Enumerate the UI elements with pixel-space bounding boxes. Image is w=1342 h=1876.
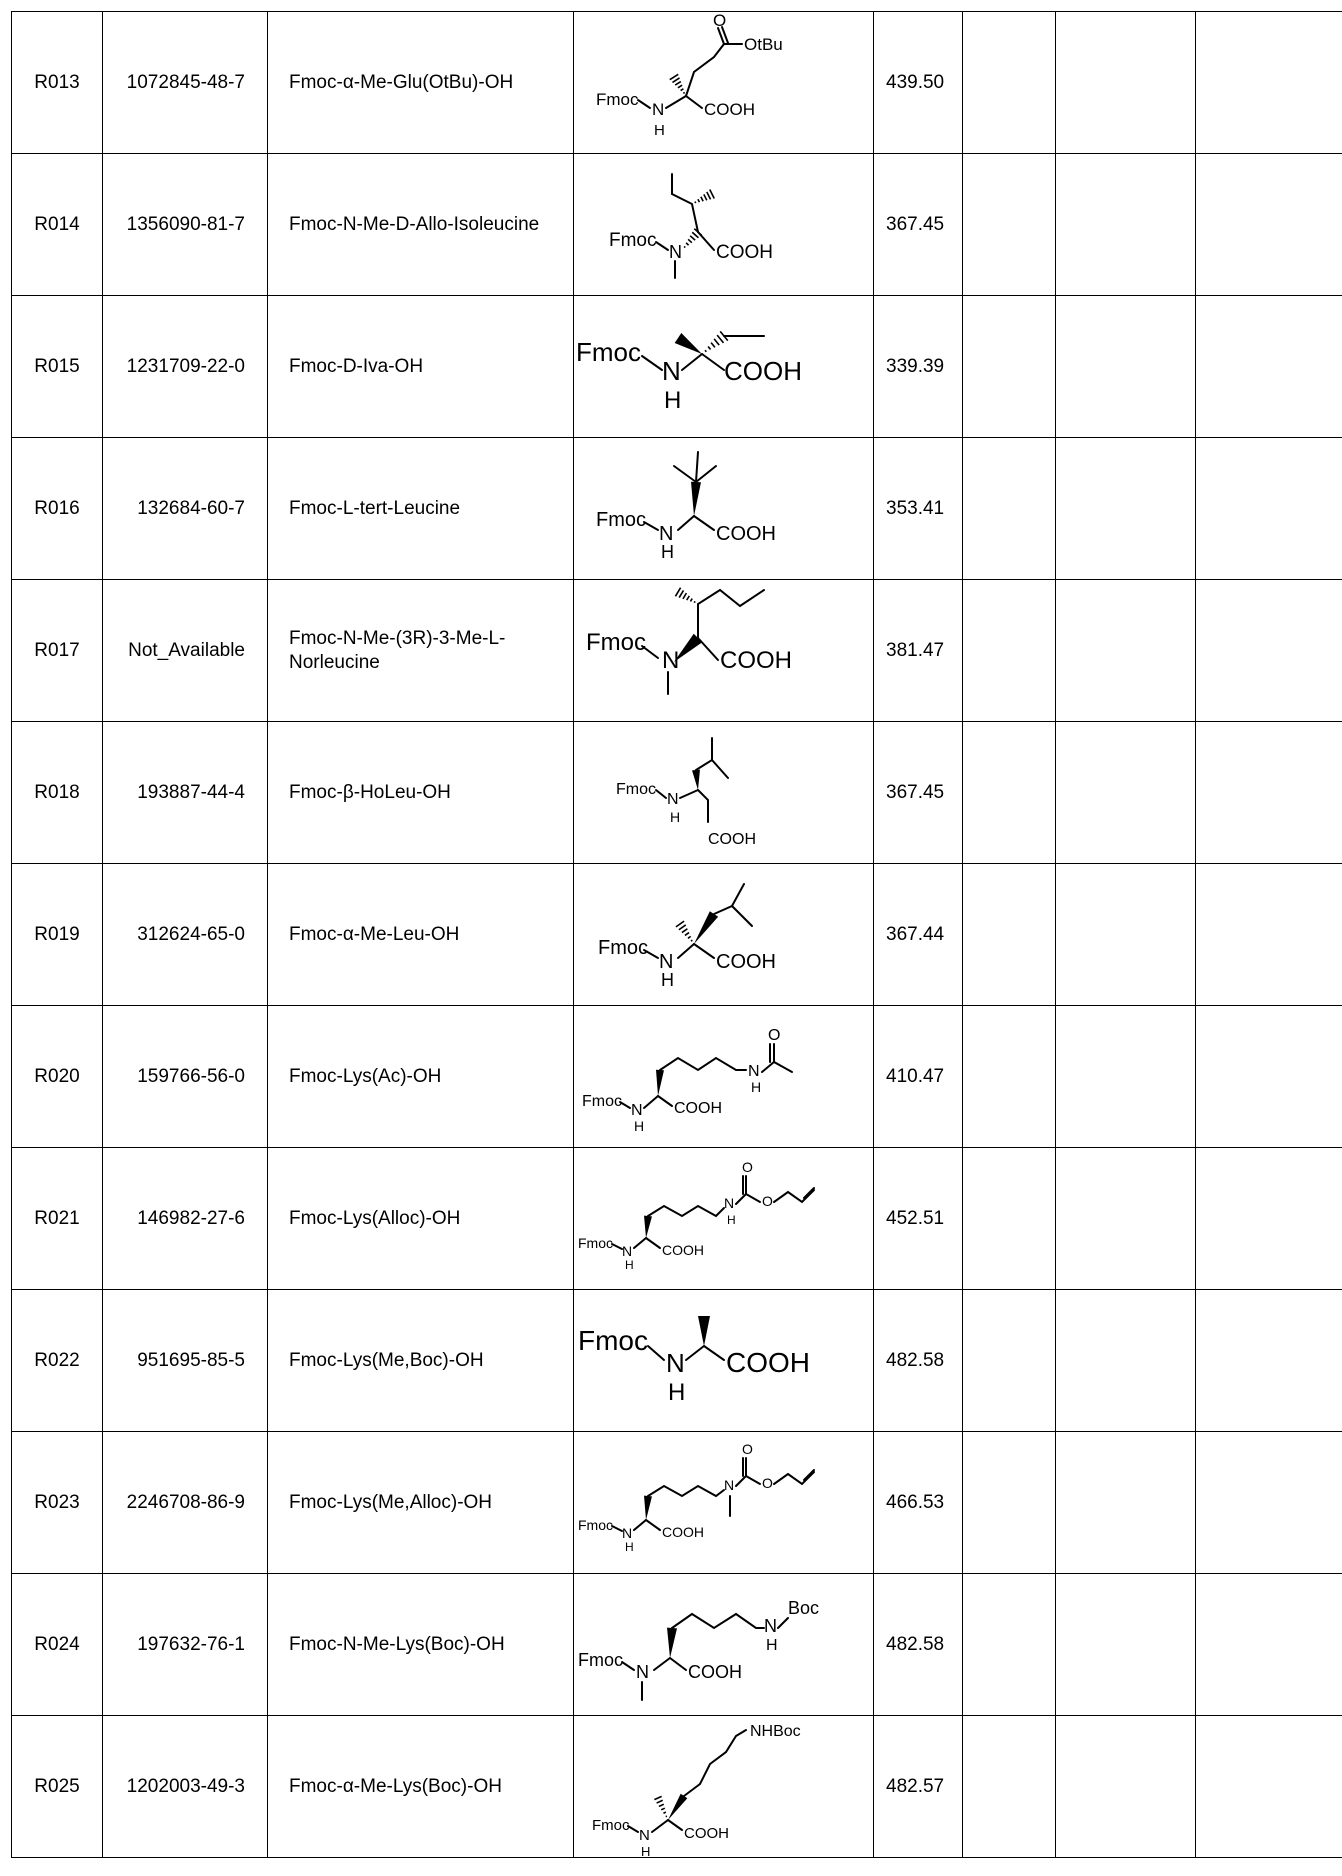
atom-label-fmoc: Fmoc [598,937,648,959]
atom-label-n: N [666,1348,685,1378]
fmoc-a-me-lys-boc-structure [574,1716,874,1857]
empty-cell [963,12,1056,154]
cas-number-cell: 1356090-81-7 [103,154,268,296]
atom-label-n: N [659,951,674,973]
cas-number-cell: 146982-27-6 [103,1148,268,1290]
empty-cell [1056,12,1196,154]
table-row [12,1006,1342,1148]
empty-cell [963,438,1056,580]
atom-label-fmoc: Fmoc [609,230,657,251]
cas-number-cell: 312624-65-0 [103,864,268,1006]
atom-label-o: O [768,1027,781,1044]
atom-label-boc: Boc [788,1598,820,1618]
product-name-cell: Fmoc-Lys(Ac)-OH [268,1006,574,1148]
atom-label-cooh: COOH [674,1100,722,1117]
product-id-cell: R022 [12,1290,103,1432]
empty-cell [1196,1290,1342,1432]
empty-cell [963,1290,1056,1432]
atom-label-cooh: COOH [716,523,776,545]
table-row [12,1148,1342,1290]
fmoc-lys-alloc-structure [574,1148,874,1289]
atom-label-fmoc: Fmoc [582,1093,622,1110]
atom-label-h: H [661,970,674,990]
structure-cell [574,1290,874,1432]
molecular-weight-cell: 367.45 [874,722,963,864]
molecular-weight-cell: 367.45 [874,154,963,296]
empty-cell [963,580,1056,722]
empty-cell [1056,722,1196,864]
empty-cell [1196,722,1342,864]
empty-cell [963,1148,1056,1290]
product-id-cell: R014 [12,154,103,296]
atom-label-n: N [667,791,679,808]
atom-label-n: N [631,1102,643,1119]
fmoc-d-iva-structure [574,296,874,437]
product-name-cell: Fmoc-D-Iva-OH [268,296,574,438]
empty-cell [1056,154,1196,296]
atom-label-n: N [659,523,674,545]
cas-number-cell: Not_Available [103,580,268,722]
empty-cell [963,1006,1056,1148]
atom-label-h: H [664,387,682,414]
table-row [12,1290,1342,1432]
cas-number-cell: 1202003-49-3 [103,1716,268,1858]
atom-label-cooh: COOH [704,100,755,119]
molecular-weight-cell: 466.53 [874,1432,963,1574]
product-id-cell: R013 [12,12,103,154]
product-name-cell: Fmoc-N-Me-(3R)-3-Me-L-Norleucine [268,580,574,722]
table-row [12,438,1342,580]
atom-label-fmoc: Fmoc [578,1235,613,1251]
fmoc-lys-ac-structure [574,1006,874,1147]
empty-cell [1196,1432,1342,1574]
empty-cell [1056,296,1196,438]
product-id-cell: R019 [12,864,103,1006]
atom-label-fmoc: Fmoc [576,337,641,367]
table-row [12,722,1342,864]
table-row [12,1716,1342,1858]
empty-cell [1196,154,1342,296]
molecular-weight-cell: 410.47 [874,1006,963,1148]
structure-cell [574,864,874,1006]
product-id-cell: R017 [12,580,103,722]
atom-label-cooh: COOH [720,647,792,674]
empty-cell [1196,1716,1342,1858]
atom-label-n: N [622,1243,633,1259]
atom-label-h: H [625,1540,634,1554]
molecular-weight-cell: 482.58 [874,1574,963,1716]
product-id-cell: R025 [12,1716,103,1858]
empty-cell [1196,1006,1342,1148]
fmoc-n-me-3r-3-me-norleucine-structure [574,580,874,721]
atom-label-cooh: COOH [724,356,802,386]
atom-label-h: H [634,1118,645,1134]
structure-cell [574,1148,874,1290]
atom-label-h: H [727,1213,736,1227]
empty-cell [963,722,1056,864]
cas-number-cell: 193887-44-4 [103,722,268,864]
empty-cell [1196,864,1342,1006]
empty-cell [1196,1148,1342,1290]
atom-label-n: N [724,1477,735,1493]
atom-label-fmoc: Fmoc [616,781,656,798]
table-row [12,12,1342,154]
empty-cell [1196,580,1342,722]
fmoc-b-holeu-structure [574,722,874,863]
atom-label-n: N [669,242,682,262]
atom-label-n: N [724,1195,735,1211]
atom-label-h: H [654,122,665,139]
product-id-cell: R024 [12,1574,103,1716]
empty-cell [963,1432,1056,1574]
product-table-body [12,12,1342,1858]
atom-label-o: O [762,1475,773,1491]
structure-cell [574,438,874,580]
cas-number-cell: 159766-56-0 [103,1006,268,1148]
empty-cell [1056,1432,1196,1574]
product-name-cell: Fmoc-α-Me-Lys(Boc)-OH [268,1716,574,1858]
atom-label-n: N [639,1827,650,1844]
fmoc-l-tert-leucine-structure [574,438,874,579]
molecular-weight-cell: 381.47 [874,580,963,722]
molecular-weight-cell: 482.58 [874,1290,963,1432]
atom-label-fmoc: Fmoc [578,1650,623,1670]
empty-cell [1196,296,1342,438]
atom-label-cooh: COOH [716,242,773,263]
structure-cell [574,12,874,154]
cas-number-cell: 2246708-86-9 [103,1432,268,1574]
atom-label-n: N [662,647,680,674]
fmoc-a-me-glu-otbu-structure [574,12,874,153]
product-name-cell: Fmoc-α-Me-Leu-OH [268,864,574,1006]
atom-label-h: H [661,542,674,562]
fmoc-lys-me-alloc-structure [574,1432,874,1573]
atom-label-fmoc: Fmoc [592,1817,630,1834]
atom-label-o: O [742,1441,753,1457]
structure-cell [574,1006,874,1148]
atom-label-h: H [641,1844,651,1857]
atom-label-cooh: COOH [708,831,756,848]
product-name-cell: Fmoc-N-Me-Lys(Boc)-OH [268,1574,574,1716]
product-id-cell: R016 [12,438,103,580]
structure-cell [574,296,874,438]
atom-label-n: N [748,1063,760,1080]
atom-label-n: N [662,356,681,386]
empty-cell [963,1574,1056,1716]
fmoc-a-me-leu-structure [574,864,874,1005]
atom-label-h: H [766,1637,778,1654]
atom-label-fmoc: Fmoc [578,1325,648,1356]
empty-cell [1056,1290,1196,1432]
table-row [12,1432,1342,1574]
cas-number-cell: 951695-85-5 [103,1290,268,1432]
cas-number-cell: 1072845-48-7 [103,12,268,154]
molecular-weight-cell: 439.50 [874,12,963,154]
product-name-cell: Fmoc-L-tert-Leucine [268,438,574,580]
atom-label-o: O [713,12,727,30]
atom-label-otbu: OtBu [744,35,783,54]
empty-cell [1196,438,1342,580]
table-row [12,580,1342,722]
atom-label-cooh: COOH [662,1524,704,1540]
product-name-cell: Fmoc-α-Me-Glu(OtBu)-OH [268,12,574,154]
cas-number-cell: 197632-76-1 [103,1574,268,1716]
fmoc-n-me-lys-boc-structure [574,1574,874,1715]
empty-cell [1056,1148,1196,1290]
cas-number-cell: 1231709-22-0 [103,296,268,438]
atom-label-fmoc: Fmoc [578,1517,613,1533]
structure-cell [574,1574,874,1716]
product-name-cell: Fmoc-Lys(Me,Alloc)-OH [268,1432,574,1574]
empty-cell [963,296,1056,438]
molecular-weight-cell: 367.44 [874,864,963,1006]
product-id-cell: R023 [12,1432,103,1574]
product-name-cell: Fmoc-Lys(Me,Boc)-OH [268,1290,574,1432]
structure-cell [574,722,874,864]
empty-cell [1056,1716,1196,1858]
empty-cell [1196,1574,1342,1716]
structure-cell [574,1432,874,1574]
atom-label-o: O [742,1159,753,1175]
empty-cell [963,1716,1056,1858]
product-name-cell: Fmoc-β-HoLeu-OH [268,722,574,864]
product-id-cell: R015 [12,296,103,438]
empty-cell [1056,864,1196,1006]
atom-label-h: H [668,1379,686,1406]
empty-cell [1196,12,1342,154]
atom-label-h: H [670,809,681,825]
atom-label-cooh: COOH [684,1825,729,1842]
atom-label-cooh: COOH [716,951,776,973]
structure-cell [574,154,874,296]
empty-cell [1056,580,1196,722]
atom-label-cooh: COOH [688,1662,742,1682]
atom-label-nhboc: NHBoc [750,1723,801,1740]
atom-label-fmoc: Fmoc [596,509,646,531]
table-row [12,296,1342,438]
empty-cell [963,154,1056,296]
product-table [11,11,1342,1858]
structure-cell [574,580,874,722]
empty-cell [1056,438,1196,580]
atom-label-cooh: COOH [662,1242,704,1258]
atom-label-n: N [622,1525,633,1541]
atom-label-o: O [762,1193,773,1209]
product-name-cell: Fmoc-N-Me-D-Allo-Isoleucine [268,154,574,296]
structure-cell [574,1716,874,1858]
product-name-cell: Fmoc-Lys(Alloc)-OH [268,1148,574,1290]
table-row [12,864,1342,1006]
table-row [12,1574,1342,1716]
atom-label-n: N [764,1616,777,1636]
fmoc-lys-me-boc-structure [574,1290,874,1431]
molecular-weight-cell: 452.51 [874,1148,963,1290]
atom-label-n: N [652,100,665,119]
atom-label-h: H [751,1079,762,1095]
atom-label-h: H [625,1258,634,1272]
empty-cell [963,864,1056,1006]
atom-label-fmoc: Fmoc [596,90,639,109]
molecular-weight-cell: 482.57 [874,1716,963,1858]
atom-label-n: N [636,1662,649,1682]
fmoc-n-me-d-allo-ile-structure [574,154,874,295]
product-id-cell: R020 [12,1006,103,1148]
table-row [12,154,1342,296]
atom-label-fmoc: Fmoc [586,629,646,656]
empty-cell [1056,1574,1196,1716]
product-id-cell: R018 [12,722,103,864]
empty-cell [1056,1006,1196,1148]
atom-label-cooh: COOH [726,1347,810,1378]
molecular-weight-cell: 353.41 [874,438,963,580]
cas-number-cell: 132684-60-7 [103,438,268,580]
product-id-cell: R021 [12,1148,103,1290]
molecular-weight-cell: 339.39 [874,296,963,438]
